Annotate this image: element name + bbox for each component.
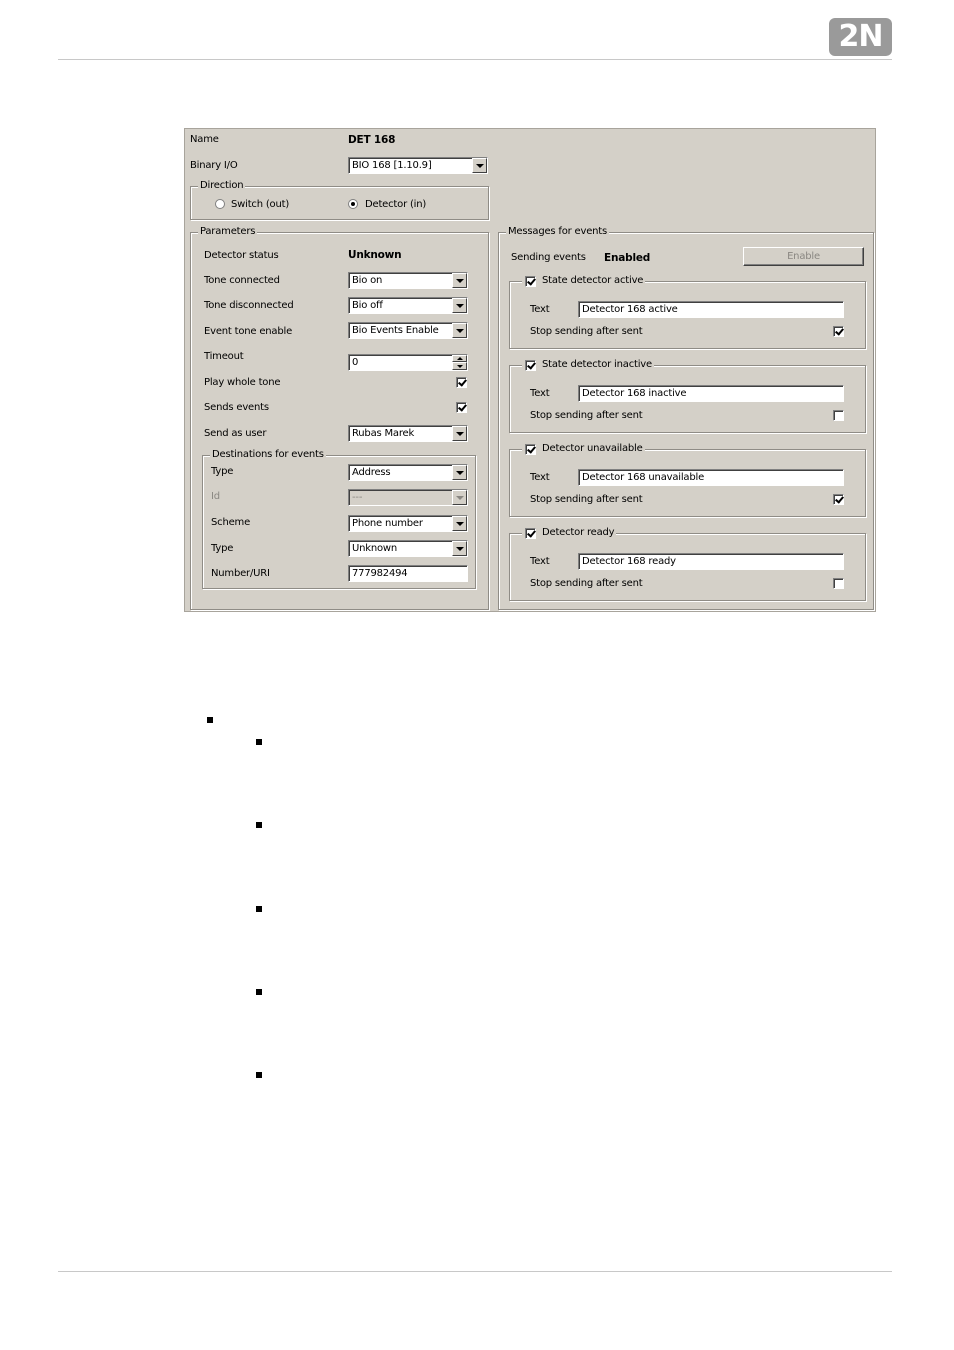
- bullet-marker: [256, 1072, 262, 1078]
- detector-status-label: Detector status: [204, 250, 279, 261]
- name-value: DET 168: [348, 134, 396, 146]
- bullet-marker: [256, 989, 262, 995]
- spin-down-icon[interactable]: [452, 362, 467, 370]
- ready-text-input[interactable]: [578, 553, 844, 570]
- state-inactive-enable-checkbox[interactable]: [525, 360, 536, 371]
- timeout-label: Timeout: [204, 351, 244, 362]
- unavailable-enable-checkbox[interactable]: [525, 444, 536, 455]
- enable-button[interactable]: Enable: [743, 247, 864, 266]
- brand-logo: 2N: [829, 18, 892, 56]
- switch-out-label: Switch (out): [231, 199, 290, 210]
- state-active-text-value: Detector 168 active: [582, 304, 678, 315]
- send-as-user-select[interactable]: [348, 425, 468, 442]
- tone-disconnected-select[interactable]: [348, 297, 468, 314]
- message-group-title: State detector active: [522, 275, 645, 287]
- send-as-user-value: Rubas Marek: [352, 428, 415, 439]
- tone-disconnected-value: Bio off: [352, 300, 383, 311]
- switch-out-radio[interactable]: [215, 199, 225, 209]
- number-uri-label: Number/URI: [211, 568, 270, 579]
- destination-type-select[interactable]: [348, 464, 468, 481]
- message-group-unavailable: [509, 443, 866, 517]
- state-inactive-text-input[interactable]: [578, 385, 844, 402]
- text-label: Text: [530, 304, 550, 315]
- tone-connected-label: Tone connected: [204, 275, 280, 286]
- timeout-value: 0: [352, 357, 359, 368]
- text-label: Text: [530, 472, 550, 483]
- destinations-group-title: Destinations for events: [212, 449, 324, 460]
- play-whole-tone-checkbox[interactable]: [456, 377, 467, 388]
- text-label: Text: [530, 556, 550, 567]
- number-type-label: Type: [211, 543, 234, 554]
- detector-in-radio[interactable]: [348, 199, 358, 209]
- destination-type-value: Address: [352, 467, 391, 478]
- bullet-marker: [256, 906, 262, 912]
- state-inactive-text-value: Detector 168 inactive: [582, 388, 687, 399]
- stop-sending-label: Stop sending after sent: [530, 410, 643, 421]
- number-uri-value: 777982494: [352, 568, 408, 579]
- name-label: Name: [190, 134, 219, 145]
- destination-id-value: ---: [352, 492, 363, 503]
- chevron-down-icon[interactable]: [452, 465, 467, 480]
- message-group-ready: [509, 527, 866, 601]
- sends-events-label: Sends events: [204, 402, 269, 413]
- unavailable-text-input[interactable]: [578, 469, 844, 486]
- chevron-down-icon[interactable]: [452, 426, 467, 441]
- footer-divider: [58, 1271, 892, 1272]
- sending-events-label: Sending events: [511, 252, 586, 263]
- messages-group: [498, 226, 874, 610]
- parameters-group: [190, 226, 489, 610]
- send-as-user-label: Send as user: [204, 428, 267, 439]
- message-group-state-active: [509, 275, 866, 349]
- tone-connected-value: Bio on: [352, 275, 383, 286]
- detector-status-value: Unknown: [348, 249, 402, 261]
- chevron-down-icon[interactable]: [452, 273, 467, 288]
- chevron-down-icon: [452, 490, 467, 505]
- destination-id-label: Id: [211, 491, 220, 502]
- timeout-stepper[interactable]: [348, 354, 468, 371]
- state-active-stop-checkbox[interactable]: [833, 326, 844, 337]
- state-active-enable-checkbox[interactable]: [525, 276, 536, 287]
- bullet-marker: [256, 739, 262, 745]
- destination-id-select: [348, 489, 468, 506]
- number-uri-input[interactable]: [348, 565, 468, 582]
- sends-events-checkbox[interactable]: [456, 402, 467, 413]
- message-group-title: Detector ready: [522, 527, 616, 539]
- event-tone-enable-label: Event tone enable: [204, 326, 293, 337]
- spin-up-icon[interactable]: [452, 355, 467, 362]
- chevron-down-icon[interactable]: [452, 298, 467, 313]
- bullet-marker: [207, 717, 213, 723]
- scheme-select[interactable]: [348, 515, 468, 532]
- number-type-select[interactable]: [348, 540, 468, 557]
- direction-group: [190, 180, 489, 220]
- messages-group-title: Messages for events: [508, 226, 608, 237]
- bullet-marker: [256, 822, 262, 828]
- event-tone-enable-select[interactable]: [348, 322, 468, 339]
- scheme-value: Phone number: [352, 518, 423, 529]
- chevron-down-icon[interactable]: [452, 516, 467, 531]
- tone-connected-select[interactable]: [348, 272, 468, 289]
- binary-io-label: Binary I/O: [190, 160, 238, 171]
- stop-sending-label: Stop sending after sent: [530, 494, 643, 505]
- message-group-title: State detector inactive: [522, 359, 654, 371]
- unavailable-stop-checkbox[interactable]: [833, 494, 844, 505]
- spin-buttons[interactable]: [452, 355, 467, 370]
- direction-group-title: Direction: [200, 180, 244, 191]
- event-tone-enable-value: Bio Events Enable: [352, 325, 439, 336]
- chevron-down-icon[interactable]: [452, 323, 467, 338]
- message-group-state-inactive: [509, 359, 866, 433]
- ready-enable-checkbox[interactable]: [525, 528, 536, 539]
- scheme-label: Scheme: [211, 517, 251, 528]
- binary-io-select[interactable]: [348, 157, 488, 174]
- ready-text-value: Detector 168 ready: [582, 556, 676, 567]
- sending-events-value: Enabled: [604, 252, 651, 264]
- ready-stop-checkbox[interactable]: [833, 578, 844, 589]
- unavailable-text-value: Detector 168 unavailable: [582, 472, 705, 483]
- destination-type-label: Type: [211, 466, 234, 477]
- header-divider: [58, 59, 892, 60]
- detector-settings-dialog: [184, 128, 876, 612]
- destinations-group: [202, 449, 476, 589]
- play-whole-tone-label: Play whole tone: [204, 377, 281, 388]
- chevron-down-icon[interactable]: [472, 158, 487, 173]
- number-type-value: Unknown: [352, 543, 398, 554]
- stop-sending-label: Stop sending after sent: [530, 578, 643, 589]
- binary-io-value: BIO 168 [1.10.9]: [352, 160, 432, 171]
- chevron-down-icon[interactable]: [452, 541, 467, 556]
- tone-disconnected-label: Tone disconnected: [204, 300, 294, 311]
- state-active-text-input[interactable]: [578, 301, 844, 318]
- stop-sending-label: Stop sending after sent: [530, 326, 643, 337]
- state-inactive-stop-checkbox[interactable]: [833, 410, 844, 421]
- message-group-title: Detector unavailable: [522, 443, 645, 455]
- detector-in-label: Detector (in): [365, 199, 427, 210]
- text-label: Text: [530, 388, 550, 399]
- parameters-group-title: Parameters: [200, 226, 256, 237]
